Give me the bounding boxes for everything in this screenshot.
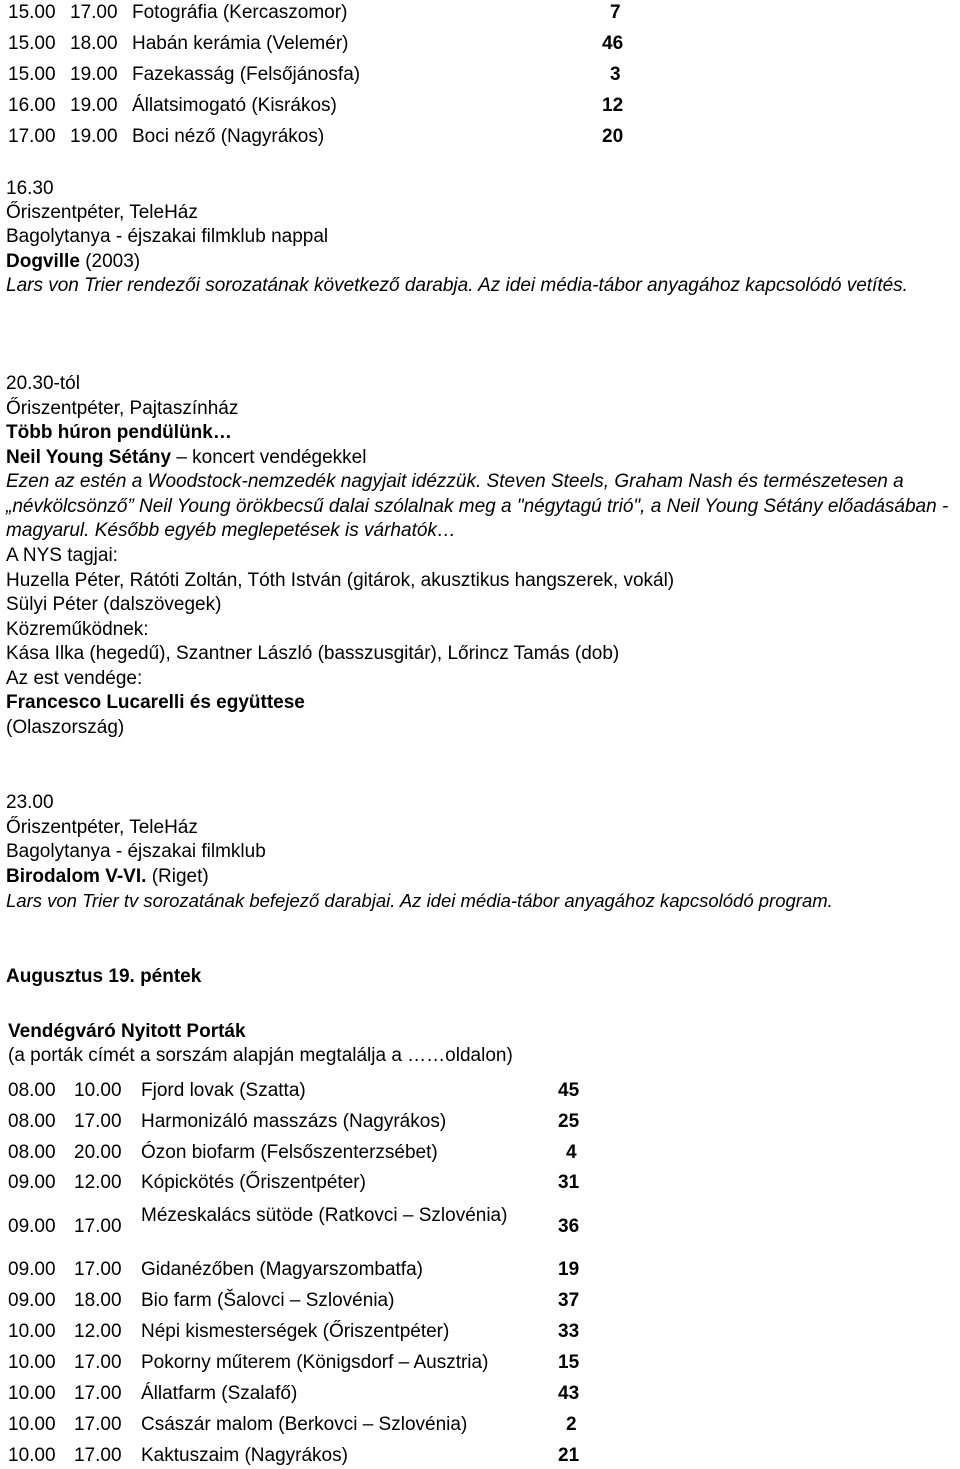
porta-title-cell: Császár malom (Berkovci – Szlovénia) xyxy=(141,1414,468,1435)
schedule-title: Állatsimogató (Kisrákos) xyxy=(132,95,337,116)
end-time: 17.00 xyxy=(74,1352,122,1373)
porta-title-cell: Fjord lovak (Szatta) xyxy=(141,1080,306,1101)
end-time: 19.00 xyxy=(70,126,118,147)
event-program: Bagolytanya - éjszakai filmklub xyxy=(6,841,266,862)
end-time: 19.00 xyxy=(70,95,118,116)
end-time: 17.00 xyxy=(70,2,118,23)
event-film-line xyxy=(6,865,209,890)
end-time: 10.00 xyxy=(74,1080,122,1101)
guest-country: (Olaszország) xyxy=(6,717,125,738)
event-film-line xyxy=(6,250,140,275)
schedule-number: 46 xyxy=(602,33,624,54)
event-band-line xyxy=(6,446,366,471)
end-time: 19.00 xyxy=(70,64,118,85)
guest-label: Az est vendége: xyxy=(6,668,143,689)
film-alt-title: (Riget) xyxy=(146,866,209,887)
schedule-title: Habán kerámia (Velemér) xyxy=(132,33,349,54)
event-description xyxy=(6,274,954,299)
porta-title-cell: Népi kismesterségek (Őriszentpéter) xyxy=(141,1321,450,1342)
end-time: 17.00 xyxy=(74,1383,122,1404)
schedule-title: Boci néző (Nagyrákos) xyxy=(132,126,325,147)
end-time: 12.00 xyxy=(74,1321,122,1342)
start-time: 10.00 xyxy=(8,1321,56,1342)
porta-title-cell: Bio farm (Šalovci – Szlovénia) xyxy=(141,1290,395,1311)
end-time: 18.00 xyxy=(74,1290,122,1311)
event-time: 23.00 xyxy=(6,792,54,813)
description-part: Ezen az estén a Woodstock-nemzedék nagyjait idézzük. xyxy=(6,471,482,492)
porta-title-cell: Gidanézőben (Magyarszombatfa) xyxy=(141,1259,423,1280)
film-title: Birodalom V-VI. xyxy=(6,866,147,887)
start-time: 15.00 xyxy=(8,2,56,23)
day-heading: Augusztus 19. péntek xyxy=(6,966,202,987)
contributors-list: Kása Ilka (hegedű), Szantner László (basszusgitár), Lőrincz Tamás (dob) xyxy=(6,643,620,664)
porta-number: 33 xyxy=(558,1321,580,1342)
porta-title-cell: Kópickötés (Őriszentpéter) xyxy=(141,1172,366,1193)
start-time: 16.00 xyxy=(8,95,56,116)
end-time: 18.00 xyxy=(70,33,118,54)
porta-title-cell: Pokorny műterem (Königsdorf – Ausztria) xyxy=(141,1352,489,1373)
event-venue: Őriszentpéter, TeleHáz xyxy=(6,202,198,223)
start-time: 08.00 xyxy=(8,1111,56,1132)
porta-number: 36 xyxy=(558,1216,580,1237)
end-time: 20.00 xyxy=(74,1142,122,1163)
band-name: Neil Young Sétány xyxy=(6,447,172,468)
description-part: Lars von Trier rendezői sorozatának következő darabja. xyxy=(6,275,474,296)
porta-title-cell: Ózon biofarm (Felsőszenterzsébet) xyxy=(141,1142,438,1163)
porta-title-cell: Állatfarm (Szalafő) xyxy=(141,1383,298,1404)
porta-number: 45 xyxy=(558,1080,580,1101)
porta-note: (a porták címét a sorszám alapján megtalálja a ……oldalon) xyxy=(8,1045,513,1066)
start-time: 09.00 xyxy=(8,1172,56,1193)
start-time: 15.00 xyxy=(8,64,56,85)
members-label: A NYS tagjai: xyxy=(6,545,118,566)
event-description xyxy=(6,470,954,544)
event-venue: Őriszentpéter, TeleHáz xyxy=(6,817,198,838)
film-year: (2003) xyxy=(85,251,141,272)
schedule-number: 7 xyxy=(610,2,621,23)
event-time: 16.30 xyxy=(6,178,54,199)
start-time: 10.00 xyxy=(8,1414,56,1435)
event-description: Lars von Trier tv sorozatának befejező darabjai. Az idei média-tábor anyagához kapcsolódó program. xyxy=(6,890,833,911)
porta-number: 25 xyxy=(558,1111,580,1132)
end-time: 17.00 xyxy=(74,1259,122,1280)
members-list: Sülyi Péter (dalszövegek) xyxy=(6,594,222,615)
porta-number: 21 xyxy=(558,1445,580,1466)
start-time: 17.00 xyxy=(8,126,56,147)
event-program: Bagolytanya - éjszakai filmklub nappal xyxy=(6,226,329,247)
schedule-title: Fazekasság (Felsőjánosfa) xyxy=(132,64,361,85)
porta-title-cell: Kaktuszaim (Nagyrákos) xyxy=(141,1445,348,1466)
end-time: 17.00 xyxy=(74,1445,122,1466)
schedule-number: 12 xyxy=(602,95,624,116)
band-subtitle: – koncert vendégekkel xyxy=(171,447,367,468)
end-time: 17.00 xyxy=(74,1216,122,1237)
start-time: 09.00 xyxy=(8,1259,56,1280)
start-time: 09.00 xyxy=(8,1290,56,1311)
porta-title-cell: Harmonizáló masszázs (Nagyrákos) xyxy=(141,1111,447,1132)
event-venue: Őriszentpéter, Pajtaszínház xyxy=(6,398,239,419)
schedule-number: 3 xyxy=(610,64,621,85)
film-title: Dogville xyxy=(6,251,80,272)
description-part: Steven Steels, Graham Nash és természetesen a „névkölcsönző” Neil Young örökbecsű dalai szólalnak meg a "négytagú trió", a Neil Young Sétány előadásában - magyarul. xyxy=(6,471,949,541)
schedule-number: 20 xyxy=(602,126,624,147)
porta-number: 43 xyxy=(558,1383,580,1404)
start-time: 09.00 xyxy=(8,1216,56,1237)
start-time: 15.00 xyxy=(8,33,56,54)
porta-title: Vendégváró Nyitott Porták xyxy=(8,1021,246,1042)
porta-number: 2 xyxy=(566,1414,577,1435)
event-time: 20.30-tól xyxy=(6,373,80,394)
porta-number: 19 xyxy=(558,1259,580,1280)
porta-number: 37 xyxy=(558,1290,580,1311)
start-time: 10.00 xyxy=(8,1445,56,1466)
guest-name: Francesco Lucarelli és együttese xyxy=(6,692,305,713)
description-part: Az idei média-tábor anyagához kapcsolódó vetítés. xyxy=(478,275,908,296)
schedule-title: Fotográfia (Kercaszomor) xyxy=(132,2,348,23)
start-time: 08.00 xyxy=(8,1142,56,1163)
start-time: 08.00 xyxy=(8,1080,56,1101)
porta-title-cell: Mézeskalács sütöde (Ratkovci – Szlovénia) xyxy=(141,1205,508,1226)
porta-number: 31 xyxy=(558,1172,580,1193)
members-list: Huzella Péter, Rátóti Zoltán, Tóth István (gitárok, akusztikus hangszerek, vokál) xyxy=(6,570,675,591)
contributors-label: Közreműködnek: xyxy=(6,619,149,640)
start-time: 10.00 xyxy=(8,1383,56,1404)
start-time: 10.00 xyxy=(8,1352,56,1373)
end-time: 17.00 xyxy=(74,1414,122,1435)
event-title: Több húron pendülünk… xyxy=(6,422,232,443)
end-time: 12.00 xyxy=(74,1172,122,1193)
description-part: Később egyéb meglepetések is várhatók… xyxy=(89,520,456,541)
porta-number: 15 xyxy=(558,1352,580,1373)
porta-number: 4 xyxy=(566,1142,577,1163)
end-time: 17.00 xyxy=(74,1111,122,1132)
